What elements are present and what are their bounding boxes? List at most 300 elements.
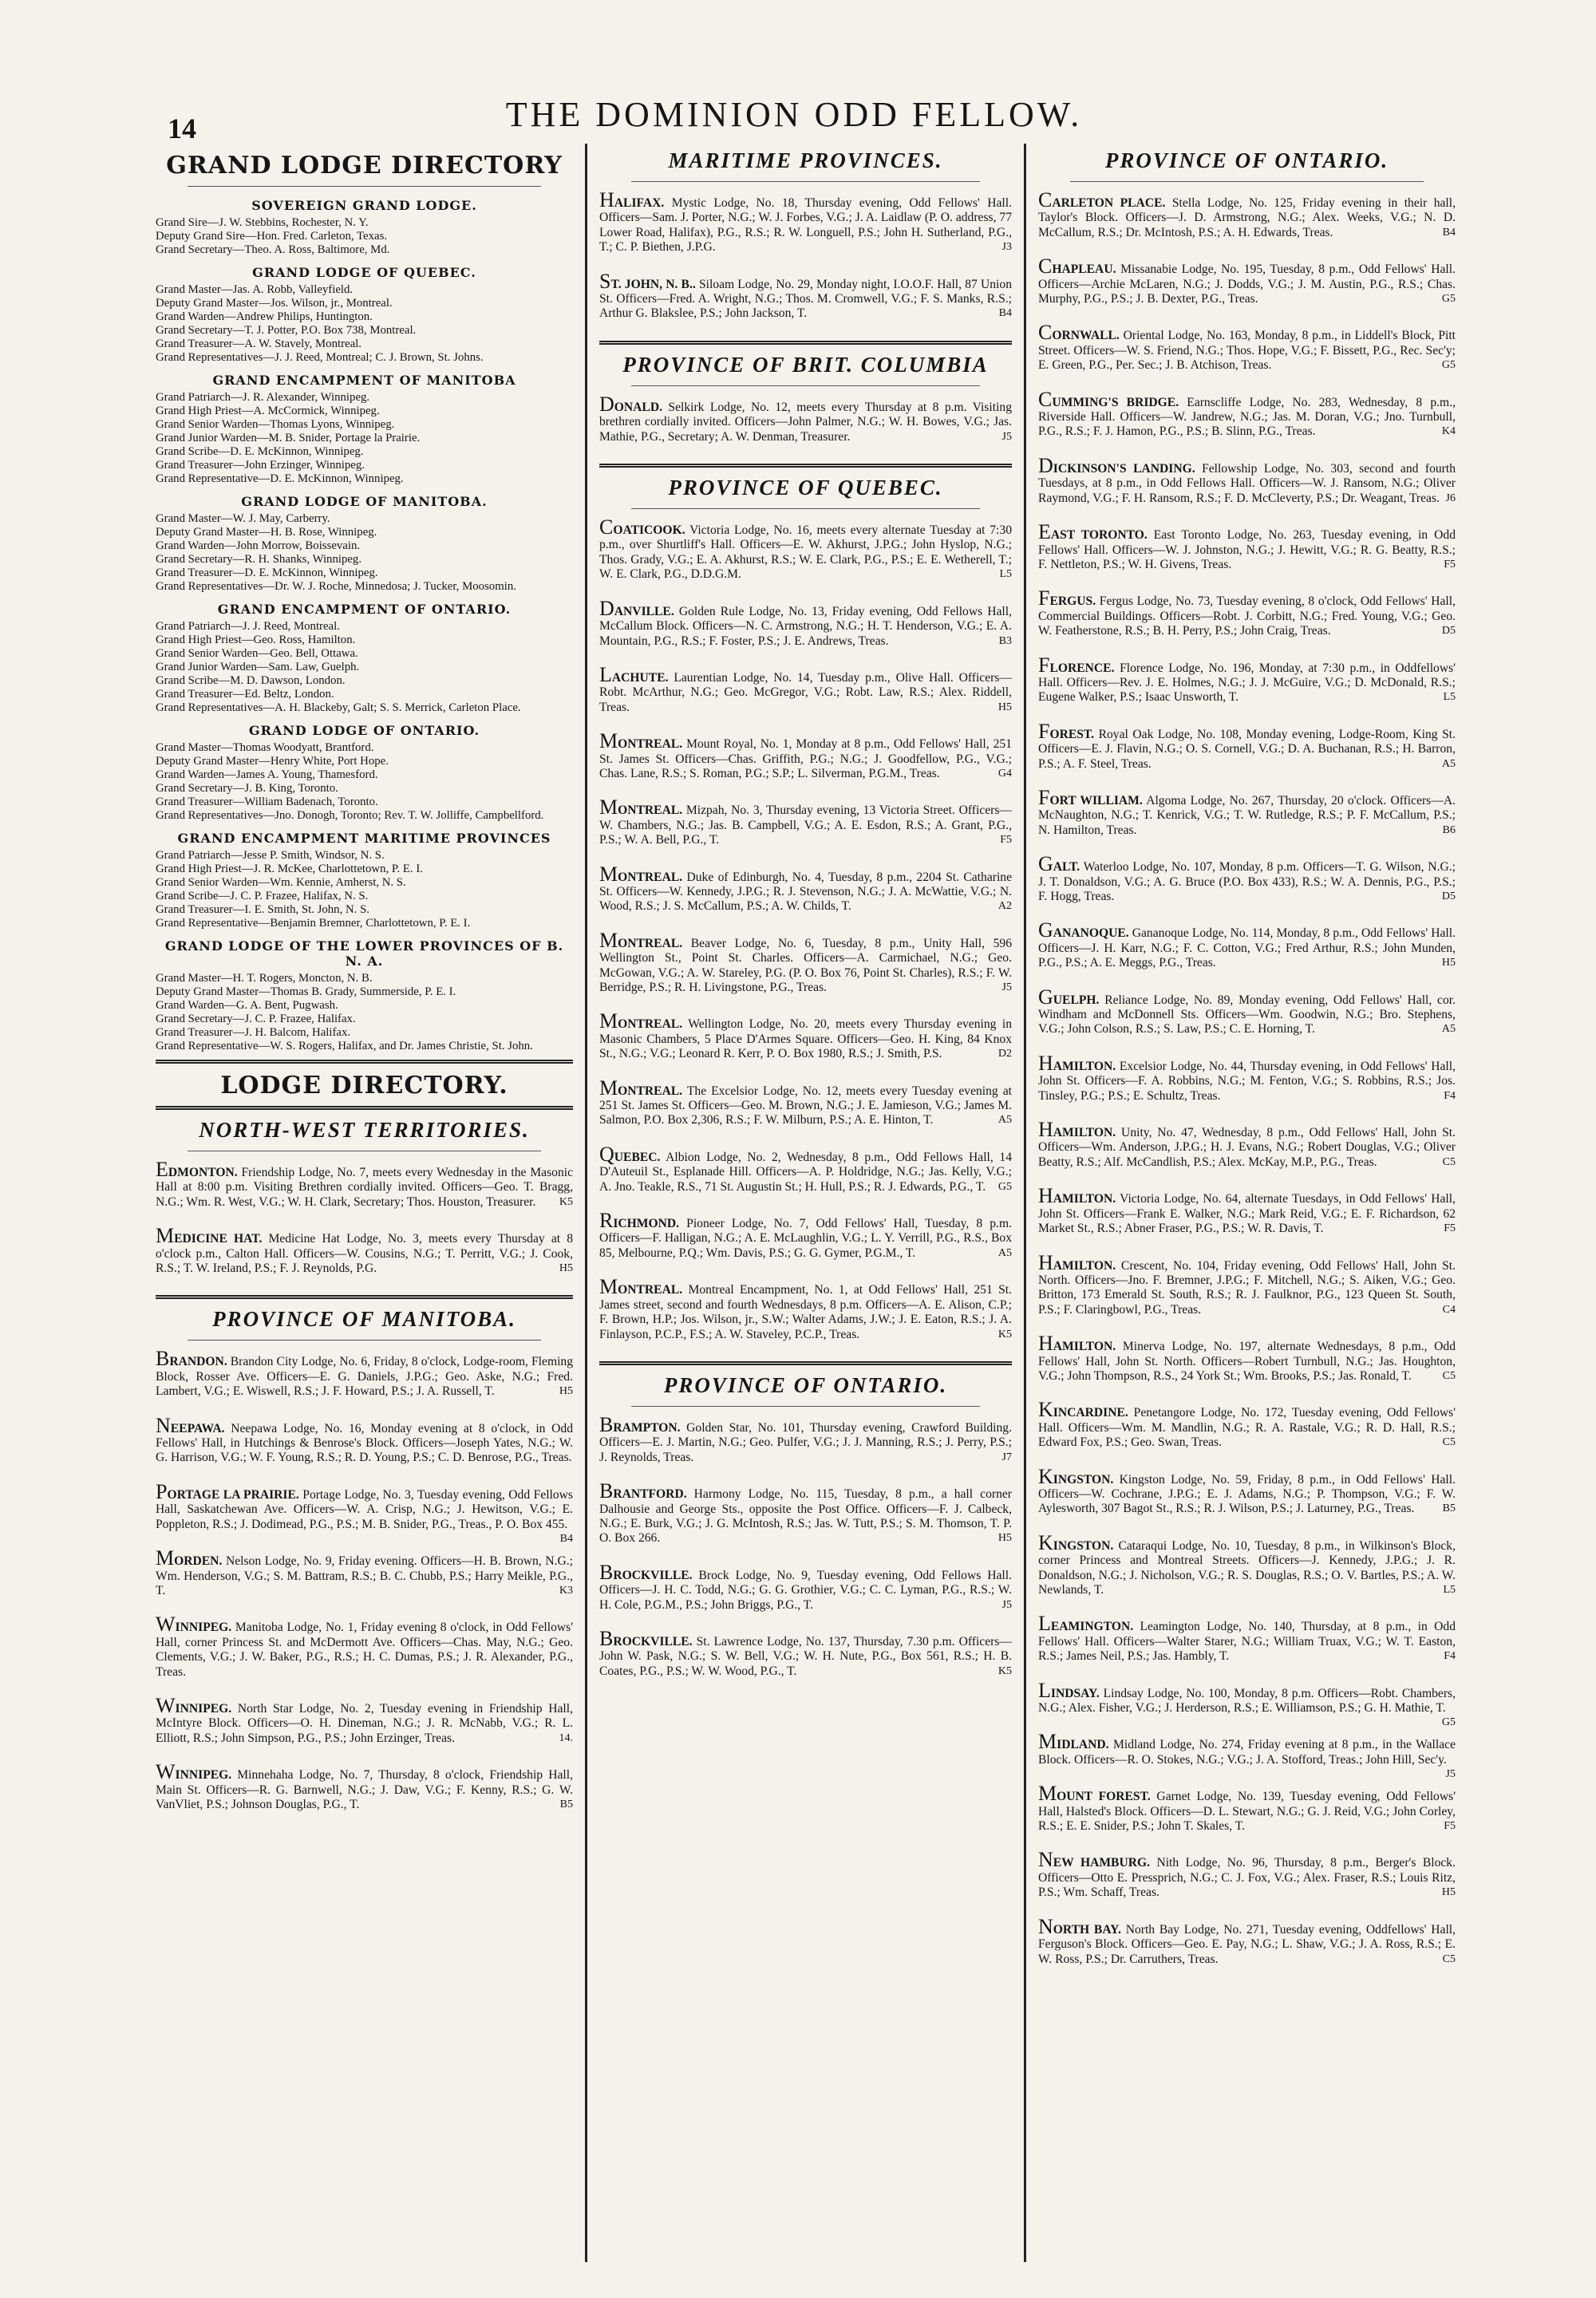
town-initial: B bbox=[599, 1626, 614, 1650]
officer-line: Grand Treasurer—D. E. McKinnon, Winnipeg. bbox=[156, 567, 378, 579]
town-initial: G bbox=[1038, 852, 1053, 876]
town-name: LORENCE. bbox=[1049, 661, 1115, 675]
lodge-entry: GUELPH. Reliance Lodge, No. 89, Monday evening, Odd Fellows' Hall, cor. Windham and McDonnell Sts. Officers—Wm. Goodwin, N.G.; Bro. Stephens, V.G.; John Colson, R.S.; S. Law, P.S.; C. E. Horning, T. A5 bbox=[1038, 985, 1456, 1036]
divider bbox=[631, 508, 980, 509]
lodge-code: G5 bbox=[1441, 1716, 1456, 1729]
town-initial: K bbox=[1038, 1398, 1053, 1422]
lodge-code: G4 bbox=[998, 767, 1012, 780]
town-initial: M bbox=[599, 928, 618, 952]
officer-line: Grand Scribe—M. D. Dawson, London. bbox=[156, 674, 346, 687]
grand-body-heading: GRAND ENCAMPMENT MARITIME PROVINCES bbox=[177, 831, 551, 846]
lodge-entry: BRANTFORD. Harmony Lodge, No. 115, Tuesday, 8 p.m., a hall corner Dalhousie and George Sts., opposite the Post Office. Officers—F. J. Calbeck, N.G.; E. Burk, V.G.; J. G. McIntosh, R.S.; Jas. W. Tutt, P.S.; S. M. Thomson, T. P. O. Box 266. H5 bbox=[599, 1479, 1012, 1546]
lodge-code: B6 bbox=[1442, 823, 1456, 836]
lodge-entry: MOUNT FOREST. Garnet Lodge, No. 139, Tuesday evening, Odd Fellows' Hall, Halsted's Block. Officers—D. L. Stewart, N.G.; G. J. Reid, V.G.; John Corley, R.S.; E. E. Snider, P.S.; John T. Skales, T. F5 bbox=[1038, 1782, 1456, 1834]
town-name: DMONTON. bbox=[168, 1166, 238, 1179]
lodge-entry: FOREST. Royal Oak Lodge, No. 108, Monday evening, Lodge-Room, King St. Officers—E. J. Flavin, N.G.; O. S. Cornell, V.G.; D. A. Buchanan, R.S.; H. Barron, P.S.; A. F. Steel, Treas. A5 bbox=[1038, 719, 1456, 771]
town-name: ONTREAL. bbox=[618, 1084, 683, 1098]
lodge-entry: COATICOOK. Victoria Lodge, No. 16, meets every alternate Tuesday at 7:30 p.m., over Shurtliff's Hall. Officers—E. W. Akhurst, J.P.G.; John Hyslop, N.G.; Thos. Grady, V.G.; E. A. Akhurst, R.S.; W. E. Clark, P.G., P.S.; E. E. Wetherell, T.; W. E. Clark, P.G., D.D.G.M. L5 bbox=[599, 515, 1012, 582]
page-title: THE DOMINION ODD FELLOW. bbox=[505, 95, 1083, 134]
officer-line: Grand Master—Jas. A. Robb, Valleyfield. bbox=[156, 283, 354, 296]
town-initial: H bbox=[1038, 1332, 1053, 1356]
lodge-entry: HAMILTON. Excelsior Lodge, No. 44, Thursday evening, in Odd Fellows' Hall, John St. Officers—F. A. Robbins, N.G.; M. Fenton, V.G.; S. Robbins, R.S.; Jos. Tinsley, P.G.; P.S.; E. Schultz, Treas. F4 bbox=[1038, 1051, 1456, 1103]
officer-line: Grand Senior Warden—Thomas Lyons, Winnipeg. bbox=[156, 418, 395, 431]
grand-body-heading: GRAND LODGE OF QUEBEC. bbox=[252, 265, 476, 280]
lodge-entry: KINGSTON. Kingston Lodge, No. 59, Friday, 8 p.m., in Odd Fellows' Hall. Officers—W. Cochrane, J.P.G.; E. J. Adams, N.G.; P. Thompson, V.G.; F. W. Aylesworth, 307 Bagot St., R.S.; R. J. Wilson, P.S.; J. Laturney, P.G., Treas. B5 bbox=[1038, 1464, 1456, 1516]
town-name: RAMPTON. bbox=[613, 1420, 681, 1435]
town-initial: H bbox=[1038, 1250, 1053, 1274]
officer-list bbox=[156, 512, 573, 594]
lodge-code: F5 bbox=[1000, 834, 1012, 847]
lodge-code: L5 bbox=[1443, 691, 1456, 704]
officer-line: Grand Secretary—T. J. Potter, P.O. Box 738, Montreal. bbox=[156, 324, 417, 337]
town-name: ROCKVILLE. bbox=[613, 1568, 693, 1582]
town-name: INNIPEG. bbox=[175, 1768, 232, 1783]
divider bbox=[156, 1106, 573, 1110]
town-name: ICKINSON'S LANDING. bbox=[1053, 461, 1195, 476]
officer-line: Grand Representatives—A. H. Blackeby, Galt; S. S. Merrick, Carleton Place. bbox=[156, 701, 521, 714]
town-initial: F bbox=[1038, 586, 1050, 610]
lodge-code: C5 bbox=[1442, 1436, 1456, 1449]
town-name: OREST. bbox=[1049, 727, 1095, 741]
town-initial: M bbox=[599, 1275, 618, 1299]
town-name: INDSAY. bbox=[1050, 1686, 1100, 1700]
town-name: AMILTON. bbox=[1053, 1126, 1116, 1140]
officer-line: Grand Representative—Benjamin Bremner, Charlottetown, P. E. I. bbox=[156, 917, 471, 930]
lodge-entry: FORT WILLIAM. Algoma Lodge, No. 267, Thursday, 20 o'clock. Officers—A. McNaughton, N.G.; T. Kenrick, V.G.; T. W. Rutledge, R.S.; P. F. McCallum, P.S.; N. Hamilton, Treas. B6 bbox=[1038, 785, 1456, 837]
officer-line: Grand Representatives—Jno. Donogh, Toronto; Rev. T. W. Jolliffe, Campbellford. bbox=[156, 809, 544, 822]
lodge-code: J5 bbox=[1001, 430, 1012, 443]
town-name: ROCKVILLE. bbox=[613, 1634, 693, 1648]
divider bbox=[631, 1406, 980, 1407]
divider bbox=[188, 186, 541, 187]
town-initial: M bbox=[599, 1009, 618, 1033]
lodge-code: A5 bbox=[998, 1246, 1012, 1259]
town-initial: L bbox=[599, 662, 612, 686]
officer-line: Grand Scribe—J. C. P. Frazee, Halifax, N. S. bbox=[156, 890, 369, 902]
officer-line: Grand Representative—D. E. McKinnon, Winnipeg. bbox=[156, 472, 404, 485]
lodge-entry: GALT. Waterloo Lodge, No. 107, Monday, 8 p.m. Officers—T. G. Wilson, N.G.; J. T. Donaldson, V.G.; A. G. Bruce (P.O. Box 433), R.S.; W. A. Dennis, P.G., P.S.; F. Hogg, Treas. D5 bbox=[1038, 852, 1456, 903]
town-name: ONTREAL. bbox=[618, 936, 683, 950]
officer-line: Grand Treasurer—Ed. Beltz, London. bbox=[156, 688, 334, 701]
lodge-code: H5 bbox=[559, 1385, 573, 1398]
town-name: ACHUTE. bbox=[611, 670, 669, 685]
town-initial: C bbox=[1038, 321, 1053, 345]
town-name: EDICINE HAT. bbox=[174, 1232, 263, 1246]
officer-line: Grand Master—Thomas Woodyatt, Brantford. bbox=[156, 741, 374, 754]
officer-list bbox=[156, 620, 573, 715]
lodge-code: H5 bbox=[1441, 1886, 1456, 1899]
lodge-entry: MONTREAL. Wellington Lodge, No. 20, meets every Thursday evening in Masonic Chambers, 5 Place D'Armes Square. Officers—Geo. H. King, 84 Knox St., N.G.; V.G.; Leonard R. Kerr, P. O. Box 1980, R.S.; J. Smith, P.S. D2 bbox=[599, 1009, 1012, 1061]
lodge-entry: NORTH BAY. North Bay Lodge, No. 271, Tuesday evening, Oddfellows' Hall, Ferguson's Block. Officers—Geo. E. Pay, N.G.; L. Shaw, V.G.; J. A. Ross, R.S.; E. W. Ross, P.S.; Dr. Carruthers, Treas. C5 bbox=[1038, 1914, 1456, 1966]
lodge-entry: FLORENCE. Florence Lodge, No. 196, Monday, at 7:30 p.m., in Oddfellows' Hall. Officers—Rev. J. E. Holmes, N.G.; J. J. McGuire, V.G.; D. McDonald, R.S.; Eugene Walker, P.S.; Isaac Unsworth, T. L5 bbox=[1038, 653, 1456, 705]
town-initial: S bbox=[599, 269, 611, 293]
town-initial: H bbox=[599, 188, 614, 211]
lodge-entry: BROCKVILLE. Brock Lodge, No. 9, Tuesday evening, Odd Fellows Hall. Officers—J. H. C. Todd, N.G.; G. G. Grothier, V.G.; C. C. Lyman, P.G., R.S.; W. H. Cole, P.G.M., P.S.; John Briggs, P.G., T. J5 bbox=[599, 1560, 1012, 1612]
officer-line: Deputy Grand Master—Henry White, Port Hope. bbox=[156, 755, 389, 768]
lodge-code: J6 bbox=[1445, 492, 1456, 504]
lodge-entry: LACHUTE. Laurentian Lodge, No. 14, Tuesday p.m., Olive Hall. Officers—Robt. McArthur, N.G.; Geo. McGregor, V.G.; Robt. Law, R.S.; Alex. Riddell, Treas. H5 bbox=[599, 662, 1012, 714]
lodge-code: A5 bbox=[998, 1114, 1012, 1127]
lodge-entry: MONTREAL. Duke of Edinburgh, No. 4, Tuesday, 8 p.m., 2204 St. Catharine St. Officers—W. Kennedy, J.P.G.; R. J. Stevenson, N.G.; J. A. McWattie, V.G.; N. Wood, R.S.; J. S. McCallum, P.S.; A. W. Childs, T. A2 bbox=[599, 862, 1012, 914]
town-name: ONTREAL. bbox=[618, 1017, 683, 1032]
town-initial: M bbox=[1038, 1730, 1057, 1754]
officer-list bbox=[156, 391, 573, 486]
lodge-entry: WINNIPEG. North Star Lodge, No. 2, Tuesday evening in Friendship Hall, McIntyre Block. Officers—O. H. Dineman, N.G.; J. R. McNabb, V.G.; R. L. Elliott, R.S.; John Simpson, P.G., P.S.; John Erzinger, Treas. 14. bbox=[156, 1693, 573, 1745]
grand-body-heading: GRAND LODGE OF MANITOBA. bbox=[241, 494, 488, 509]
grand-body-heading: SOVEREIGN GRAND LODGE. bbox=[251, 198, 477, 213]
town-initial: B bbox=[599, 1412, 614, 1436]
section-heading: PROVINCE OF ONTARIO. bbox=[1104, 148, 1389, 172]
divider bbox=[631, 181, 980, 182]
grand-body-heading: GRAND ENCAMPMENT OF MANITOBA bbox=[212, 373, 516, 388]
lodge-code: D5 bbox=[1441, 625, 1456, 638]
lodge-code: A5 bbox=[1441, 1023, 1456, 1036]
town-name: ONTREAL. bbox=[618, 737, 683, 752]
officer-list bbox=[156, 972, 573, 1053]
lodge-code: A5 bbox=[1441, 757, 1456, 770]
lodge-code: G5 bbox=[998, 1180, 1012, 1193]
lodge-code: C5 bbox=[1442, 1369, 1456, 1382]
town-initial: C bbox=[1038, 387, 1053, 411]
page-number: 14 bbox=[168, 113, 196, 144]
town-name: ALIFAX. bbox=[614, 196, 665, 210]
lodge-entry: RICHMOND. Pioneer Lodge, No. 7, Odd Fellows' Hall, Tuesday, 8 p.m. Officers—F. Halligan, N.G.; A. E. McLaughlin, V.G.; L. Y. Verrill, P.G., R.S., Box 85, Melbourne, P.Q.; Wm. Davis, P.S.; G. G. Gymer, P.G.M., T. A5 bbox=[599, 1209, 1012, 1260]
town-initial: Q bbox=[599, 1142, 614, 1166]
officer-line: Grand Secretary—R. H. Shanks, Winnipeg. bbox=[156, 553, 362, 566]
officer-list bbox=[156, 741, 573, 823]
town-initial: N bbox=[156, 1413, 171, 1437]
town-initial: K bbox=[1038, 1530, 1053, 1554]
town-name: ORDEN. bbox=[174, 1554, 223, 1569]
officer-line: Grand Treasurer—I. E. Smith, St. John, N. S. bbox=[156, 903, 369, 916]
town-name: ONTREAL. bbox=[618, 1283, 683, 1297]
page-header bbox=[112, 80, 1476, 144]
lodge-code: K3 bbox=[559, 1584, 573, 1597]
lodge-entry: MORDEN. Nelson Lodge, No. 9, Friday evening. Officers—H. B. Brown, N.G.; Wm. Henderson, V.G.; S. M. Battram, R.S.; B. C. Chubb, P.S.; Harry Meikle, P.G., T. K3 bbox=[156, 1546, 573, 1597]
lodge-entry: EDMONTON. Friendship Lodge, No. 7, meets every Wednesday in the Masonic Hall at 8:00 p.m. Visiting Brethren cordially invited. Officers—Geo. T. Bragg, N.G.; Wm. R. West, V.G.; W. H. Clark, Secretary; Thos. Houston, Treasurer. K5 bbox=[156, 1158, 573, 1209]
town-name: ARLETON PLACE. bbox=[1052, 196, 1166, 210]
town-initial: C bbox=[1038, 255, 1053, 278]
lodge-entry: QUEBEC. Albion Lodge, No. 2, Wednesday, 8 p.m., Odd Fellows Hall, 14 D'Auteuil St., Esplanade Hill. Officers—A. P. Holdridge, N.G.; Jas. Kelly, V.G.; A. Jno. Teakle, R.S., 71 St. Augustin St.; H. Hull, P.S.; R. J. Edwards, P.G., T. G5 bbox=[599, 1142, 1012, 1194]
town-initial: C bbox=[1038, 188, 1053, 211]
lodge-code: B4 bbox=[998, 307, 1012, 320]
lodge-code: B5 bbox=[559, 1798, 573, 1810]
town-initial: C bbox=[599, 515, 614, 539]
town-name: AMILTON. bbox=[1053, 1192, 1116, 1206]
lodge-entry: CUMMING'S BRIDGE. Earnscliffe Lodge, No. 283, Wednesday, 8 p.m., Riverside Hall. Officers—W. Jandrew, N.G.; Jas. M. Doran, V.G.; Jno. Turnbull, P.G., R.S.; F. J. Hamon, P.G., P.S.; B. Slinn, P.G., Treas. K4 bbox=[1038, 387, 1456, 439]
lodge-entry: DICKINSON'S LANDING. Fellowship Lodge, No. 303, second and fourth Tuesdays, at 8 p.m., in Odd Fellows Hall. Officers—W. J. Ransom, N.G.; Oliver Raymond, V.G.; F. H. Ransom, R.S.; F. D. McCleverty, P.S.; Dr. Weagant, Treas. J6 bbox=[1038, 453, 1456, 505]
lodge-entry: CARLETON PLACE. Stella Lodge, No. 125, Friday evening in their hall, Taylor's Block. Officers—J. D. Armstrong, N.G.; Alex. Weeks, V.G.; N. D. McCallum, R.S.; Dr. McIntosh, P.S.; A. H. Edwards, Treas. B4 bbox=[1038, 188, 1456, 239]
officer-line: Deputy Grand Master—Thomas B. Grady, Summerside, P. E. I. bbox=[156, 985, 456, 998]
officer-line: Grand Treasurer—J. H. Balcom, Halifax. bbox=[156, 1026, 351, 1039]
town-name: ORTH BAY. bbox=[1053, 1922, 1121, 1937]
town-name: AMILTON. bbox=[1053, 1340, 1116, 1354]
town-initial: G bbox=[1038, 985, 1053, 1009]
lodge-code: K4 bbox=[1441, 425, 1456, 438]
lodge-code: A2 bbox=[998, 900, 1012, 913]
lodge-entry: HAMILTON. Minerva Lodge, No. 197, alternate Wednesdays, 8 p.m., Odd Fellows' Hall, John St. North. Officers—Robert Turnbull, N.G.; Jas. Houghton, V.G.; John Thompson, R.S., 24 York St.; Wm. Brooks, P.S.; Jas. Ronald, T. C5 bbox=[1038, 1332, 1456, 1383]
town-name: UMMING'S BRIDGE. bbox=[1052, 395, 1179, 409]
officer-line: Grand Treasurer—John Erzinger, Winnipeg. bbox=[156, 459, 365, 472]
town-initial: F bbox=[1038, 653, 1050, 677]
column-1-sections bbox=[156, 1118, 573, 1812]
grand-lodge-list bbox=[156, 198, 573, 1053]
officer-line: Grand Senior Warden—Wm. Kennie, Amherst, N. S. bbox=[156, 876, 406, 889]
town-initial: N bbox=[1038, 1914, 1053, 1938]
town-initial: G bbox=[1038, 918, 1053, 942]
grand-body-heading: GRAND LODGE OF THE LOWER PROVINCES OF B. N. A. bbox=[164, 938, 564, 969]
officer-line: Grand Representatives—Dr. W. J. Roche, Minnedosa; J. Tucker, Moosomin. bbox=[156, 580, 516, 593]
officer-line: Grand Patriarch—J. J. Reed, Montreal. bbox=[156, 620, 340, 633]
officer-line: Grand Junior Warden—M. B. Snider, Portage la Prairie. bbox=[156, 432, 421, 444]
town-name: UEBEC. bbox=[614, 1150, 661, 1164]
lodge-code: C4 bbox=[1442, 1303, 1456, 1316]
town-name: AST TORONTO. bbox=[1050, 528, 1148, 543]
officer-line: Grand Representative—W. S. Rogers, Halifax, and Dr. James Christie, St. John. bbox=[156, 1040, 533, 1052]
lodge-code: K5 bbox=[998, 1664, 1012, 1677]
officer-line: Grand Senior Warden—Geo. Bell, Ottawa. bbox=[156, 647, 358, 660]
section-heading: PROVINCE OF ONTARIO. bbox=[663, 1372, 948, 1397]
officer-line: Grand Warden—John Morrow, Boissevain. bbox=[156, 539, 361, 552]
town-name: ANVILLE. bbox=[614, 604, 674, 618]
town-name: INNIPEG. bbox=[175, 1621, 232, 1635]
officer-line: Grand High Priest—A. McCormick, Winnipeg. bbox=[156, 405, 380, 417]
lodge-code: L5 bbox=[999, 568, 1012, 581]
town-initial: F bbox=[1038, 785, 1050, 809]
town-name: AMILTON. bbox=[1053, 1059, 1116, 1073]
lodge-code: F5 bbox=[1444, 1222, 1456, 1235]
officer-line: Deputy Grand Master—H. B. Rose, Winnipeg. bbox=[156, 526, 377, 539]
officer-line: Grand Junior Warden—Sam. Law, Guelph. bbox=[156, 661, 360, 673]
town-initial: H bbox=[1038, 1051, 1053, 1075]
town-initial: W bbox=[156, 1613, 176, 1637]
lodge-code: F5 bbox=[1444, 558, 1456, 571]
officer-line: Grand Warden—James A. Young, Thamesford. bbox=[156, 768, 378, 781]
lodge-code: B5 bbox=[1442, 1502, 1456, 1515]
lodge-code: B4 bbox=[559, 1533, 573, 1546]
lodge-code: D2 bbox=[998, 1048, 1012, 1060]
town-name: RANTFORD. bbox=[613, 1487, 687, 1502]
lodge-entry: HAMILTON. Crescent, No. 104, Friday evening, Odd Fellows' Hall, John St. North. Officers—Jno. F. Bremner, J.P.G.; F. Mitchell, N.G.; S. Aiken, V.G.; Geo. Britton, 173 Emerald St. South, R.S.; R. J. Faulknor, P.G., 123 Queen St. South, P.S.; F. Claringbowl, P.G., Treas. C4 bbox=[1038, 1250, 1456, 1317]
town-name: RANDON. bbox=[169, 1355, 227, 1369]
officer-line: Grand Sire—J. W. Stebbins, Rochester, N. Y. bbox=[156, 216, 369, 229]
section-heading: PROVINCE OF QUEBEC. bbox=[668, 476, 943, 500]
lodge-entry: HALIFAX. Mystic Lodge, No. 18, Thursday evening, Odd Fellows' Hall. Officers—Sam. J. Porter, N.G.; W. J. Forbes, V.G.; J. A. Laidlaw (P. O. address, 77 Lower Road, Halifax), P.G., R.S.; R. W. Longuell, P.S.; John H. Sutherland, P.G., T.; C. P. Biethen, J.P.G. J3 bbox=[599, 188, 1012, 255]
divider bbox=[156, 1060, 573, 1064]
lodge-code: C5 bbox=[1442, 1953, 1456, 1965]
town-name: EEPAWA. bbox=[170, 1421, 225, 1435]
town-initial: H bbox=[1038, 1118, 1053, 1142]
lodge-entry: LINDSAY. Lindsay Lodge, No. 100, Monday, 8 p.m. Officers—Robt. Chambers, N.G.; Alex. Fisher, V.G.; J. Herderson, R.S.; E. Williamson, P.S.; G. H. Mathie, T. G5 bbox=[1038, 1684, 1456, 1716]
town-initial: K bbox=[1038, 1464, 1053, 1488]
town-name: EAMINGTON. bbox=[1050, 1620, 1134, 1634]
lodge-entry: MONTREAL. Beaver Lodge, No. 6, Tuesday, 8 p.m., Unity Hall, 596 Wellington St., Point St. Charles. Officers—A. Carmichael, N.G.; Geo. McGowan, V.G.; A. W. Stareley, P.G. (P. O. Box 76, Point St. Charles), R.S.; F. W. Berridge, P.S.; R. H. Livingstone, P.G., Treas. J5 bbox=[599, 928, 1012, 994]
column-1 bbox=[144, 144, 585, 2262]
lodge-code: F4 bbox=[1444, 1650, 1456, 1663]
section-heading: PROVINCE OF BRIT. COLUMBIA bbox=[622, 352, 989, 377]
town-name: INGSTON. bbox=[1053, 1538, 1114, 1553]
section-heading: MARITIME PROVINCES. bbox=[668, 148, 943, 172]
section-heading: PROVINCE OF MANITOBA. bbox=[212, 1307, 516, 1332]
town-name: ONALD. bbox=[614, 400, 662, 414]
town-initial: B bbox=[156, 1347, 170, 1371]
lodge-entry: DONALD. Selkirk Lodge, No. 12, meets every Thursday at 8 p.m. Visiting brethren cordially invited. Officers—John Palmer, N.G.; W. H. Bowes, V.G.; Jas. Mathie, P.G., Secretary; A. W. Denman, Treasurer. J5 bbox=[599, 392, 1012, 444]
lodge-code: J5 bbox=[1001, 1598, 1012, 1611]
town-initial: H bbox=[1038, 1184, 1053, 1208]
lodge-entry: CHAPLEAU. Missanabie Lodge, No. 195, Tuesday, 8 p.m., Odd Fellows' Hall. Officers—Archie McLaren, N.G.; J. Dodds, V.G.; J. M. Austin, P.G., R.S.; Chas. Murphy, P.G., P.S.; J. B. Dexter, P.G., Treas. G5 bbox=[1038, 255, 1456, 306]
town-initial: M bbox=[156, 1224, 175, 1248]
town-initial: D bbox=[1038, 453, 1053, 477]
section-heading: NORTH-WEST TERRITORIES. bbox=[199, 1118, 530, 1142]
town-name: UELPH. bbox=[1053, 993, 1100, 1007]
town-name: ONTREAL. bbox=[618, 804, 683, 818]
lodge-entry: MEDICINE HAT. Medicine Hat Lodge, No. 3, meets every Thursday at 8 o'clock p.m., Calton Hall. Officers—W. Cousins, N.G.; T. Perritt, V.G.; J. Cook, R.S.; T. W. Ireland, P.S.; F. J. Reynolds, P.G. H5 bbox=[156, 1224, 573, 1276]
town-name: EW HAMBURG. bbox=[1053, 1856, 1150, 1870]
lodge-code: G5 bbox=[1441, 293, 1456, 306]
town-initial: E bbox=[1038, 520, 1051, 544]
divider bbox=[599, 1361, 1012, 1365]
lodge-code: J5 bbox=[1001, 981, 1012, 993]
lodge-entry: MONTREAL. Montreal Encampment, No. 1, at Odd Fellows' Hall, 251 St. James street, second and fourth Wednesdays, 8 p.m. Officers—A. E. Alison, C.P.; F. Brown, H.P.; Jos. Wilson, jr., S.W.; Walter Adams, J.W.; J. E. Eaton, R.S.; J. A. Finlayson, P.C.P., F.S.; A. W. Staveley, P.C.P., Treas. K5 bbox=[599, 1275, 1012, 1341]
lodge-entry: BRAMPTON. Golden Star, No. 101, Thursday evening, Crawford Building. Officers—E. J. Martin, N.G.; Geo. Pulfer, V.G.; J. J. Manning, R.S.; J. Perry, P.S.; J. Reynolds, Treas. J7 bbox=[599, 1412, 1012, 1464]
lodge-entry: FERGUS. Fergus Lodge, No. 73, Tuesday evening, 8 o'clock, Odd Fellows' Hall, Commercial Buildings. Officers—Robt. J. Corbitt, N.G.; Fred. Young, V.G.; Geo. W. Featherstone, R.S.; B. H. Perry, P.S.; John Craig, Treas. D5 bbox=[1038, 586, 1456, 638]
lodge-entry: WINNIPEG. Manitoba Lodge, No. 1, Friday evening 8 o'clock, in Odd Fellows' Hall, corner Princess St. and McDermott Ave. Officers—Chas. May, N.G.; Geo. Clements, V.G.; J. W. Baker, P.G., R.S.; H. C. Dumas, P.S.; J. R. Alexander, P.G., Treas. bbox=[156, 1613, 573, 1679]
officer-line: Grand Master—H. T. Rogers, Moncton, N. B. bbox=[156, 972, 373, 985]
town-name: AMILTON. bbox=[1053, 1258, 1116, 1273]
lodge-entry: NEW HAMBURG. Nith Lodge, No. 96, Thursday, 8 p.m., Berger's Block. Officers—Otto E. Pressprich, N.G.; C. J. Fox, V.G.; Alex. Fraser, R.S.; Louis Ritz, P.S.; Wm. Schaff, Treas. H5 bbox=[1038, 1848, 1456, 1900]
grand-lodge-directory-heading: GRAND LODGE DIRECTORY bbox=[166, 152, 563, 180]
town-initial: W bbox=[156, 1693, 176, 1717]
officer-line: Grand Warden—Andrew Philips, Huntington. bbox=[156, 310, 373, 323]
officer-line: Deputy Grand Sire—Hon. Fred. Carleton, Texas. bbox=[156, 230, 388, 243]
officer-line: Grand Treasurer—A. W. Stavely, Montreal. bbox=[156, 338, 361, 350]
lodge-code: B4 bbox=[1442, 226, 1456, 239]
officer-line: Grand High Priest—J. R. McKee, Charlottetown, P. E. I. bbox=[156, 863, 423, 875]
town-name: INNIPEG. bbox=[175, 1701, 232, 1716]
officer-line: Grand Secretary—Theo. A. Ross, Baltimore, Md. bbox=[156, 243, 390, 256]
column-3 bbox=[1026, 144, 1468, 2262]
town-initial: M bbox=[599, 862, 618, 886]
town-initial: D bbox=[599, 392, 614, 416]
town-initial: B bbox=[599, 1560, 614, 1584]
lodge-code: K5 bbox=[559, 1195, 573, 1208]
town-initial: E bbox=[156, 1158, 168, 1181]
lodge-entry: ST. JOHN, N. B.. Siloam Lodge, No. 29, Monday night, I.O.O.F. Hall, 87 Union St. Officers—Fred. A. Wright, N.G.; Thos. M. Cromwell, V.G.; F. S. Manks, R.S.; Arthur G. Blakslee, P.S.; John Jackson, T. B4 bbox=[599, 269, 1012, 321]
town-name: IDLAND. bbox=[1057, 1738, 1109, 1752]
lodge-directory-heading: LODGE DIRECTORY. bbox=[220, 1072, 508, 1100]
columns bbox=[144, 144, 1468, 2262]
officer-line: Grand Patriarch—J. R. Alexander, Winnipeg. bbox=[156, 391, 370, 404]
town-initial: B bbox=[599, 1479, 614, 1503]
town-name: ANANOQUE. bbox=[1053, 926, 1129, 941]
lodge-code: H5 bbox=[1441, 957, 1456, 969]
lodge-entry: MONTREAL. The Excelsior Lodge, No. 12, meets every Tuesday evening at 251 St. James St. Officers—Geo. M. Brown, N.G.; J. E. Jamieson, V.G.; James M. Salmon, P.O. Box 2,306, R.S.; F. W. Milburn, P.S.; A. E. Hinton, T. A5 bbox=[599, 1076, 1012, 1127]
town-initial: P bbox=[156, 1479, 168, 1503]
lodge-entry: CORNWALL. Oriental Lodge, No. 163, Monday, 8 p.m., in Liddell's Block, Pitt Street. Officers—W. S. Friend, N.G.; Thos. Hope, V.G.; F. Bissett, P.G., Rec. Sec'y; E. Green, P.G., Per. Sec.; J. B. Atchison, Treas. G5 bbox=[1038, 321, 1456, 373]
town-initial: W bbox=[156, 1760, 176, 1784]
officer-line: Grand Master—W. J. May, Carberry. bbox=[156, 512, 330, 525]
lodge-code: J3 bbox=[1001, 241, 1012, 254]
lodge-code: 14. bbox=[559, 1731, 573, 1744]
town-name: ORNWALL. bbox=[1052, 329, 1120, 343]
town-initial: M bbox=[599, 729, 618, 753]
lodge-code: F5 bbox=[1444, 1820, 1456, 1833]
lodge-entry: BROCKVILLE. St. Lawrence Lodge, No. 137, Thursday, 7.30 p.m. Officers—John W. Pask, N.G.; S. W. Bell, V.G.; W. H. Nute, P.G., Box 561, R.S.; H. B. Coates, P.G., P.S.; W. W. Wood, P.G., T. K5 bbox=[599, 1626, 1012, 1678]
town-name: INGSTON. bbox=[1053, 1472, 1114, 1487]
lodge-code: C5 bbox=[1442, 1155, 1456, 1168]
officer-line: Grand High Priest—Geo. Ross, Hamilton. bbox=[156, 634, 356, 646]
town-name: OUNT FOREST. bbox=[1057, 1790, 1151, 1804]
town-name: OATICOOK. bbox=[613, 523, 685, 538]
officer-line: Deputy Grand Master—Jos. Wilson, jr., Montreal. bbox=[156, 297, 393, 310]
town-name: HAPLEAU. bbox=[1052, 263, 1116, 277]
town-initial: F bbox=[1038, 719, 1050, 743]
lodge-code: H5 bbox=[559, 1262, 573, 1275]
lodge-entry: MONTREAL. Mount Royal, No. 1, Monday at 8 p.m., Odd Fellows' Hall, 251 St. James St. Officers—Chas. Griffith, P.G.; N.G.; J. Goodfellow, P.G., V.G.; Chas. Lane, R.S.; S. Roman, P.G.; S.P.; L. Silverman, P.G.M., Treas. G4 bbox=[599, 729, 1012, 780]
divider bbox=[599, 341, 1012, 345]
lodge-code: L5 bbox=[1443, 1584, 1456, 1596]
officer-list bbox=[156, 283, 573, 365]
town-name: T. JOHN, N. B.. bbox=[610, 277, 696, 291]
grand-body-heading: GRAND ENCAMPMENT OF ONTARIO. bbox=[217, 602, 512, 617]
town-initial: M bbox=[1038, 1782, 1057, 1806]
town-initial: D bbox=[599, 596, 614, 620]
lodge-code: B3 bbox=[998, 634, 1012, 647]
lodge-entry: DANVILLE. Golden Rule Lodge, No. 13, Friday evening, Odd Fellows Hall, McCallum Block. Officers—N. C. Armstrong, N.G.; H. T. Henderson, V.G.; E. A. Mountain, P.G., R.S.; F. Foster, P.S.; J. E. Andrews, Treas. B3 bbox=[599, 596, 1012, 648]
town-name: ICHMOND. bbox=[613, 1217, 680, 1231]
officer-list bbox=[156, 216, 573, 257]
town-initial: M bbox=[599, 796, 618, 819]
lodge-entry: KINGSTON. Cataraqui Lodge, No. 10, Tuesday, 8 p.m., in Wilkinson's Block, corner Princess and Montreal Streets. Officers—J. Kennedy, J.P.G.; J. R. Donaldson, N.G.; J. Nicholson, V.G.; R. S. Douglas, R.S.; O. V. Bartles, P.S.; A. W. Newlands, T. L5 bbox=[1038, 1530, 1456, 1597]
divider bbox=[631, 385, 980, 386]
lodge-entry: HAMILTON. Unity, No. 47, Wednesday, 8 p.m., Odd Fellows' Hall, John St. Officers—Wm. Anderson, J.P.G.; H. J. Evans, N.G.; Robert Douglas, V.G.; Oliver Beatty, R.S.; Alf. McCandlish, P.S.; Alex. McKay, M.P., P.G., Treas. C5 bbox=[1038, 1118, 1456, 1169]
town-name: INCARDINE. bbox=[1053, 1406, 1128, 1420]
lodge-entry: EAST TORONTO. East Toronto Lodge, No. 263, Tuesday evening, in Odd Fellows' Hall. Officers—W. J. Johnston, N.G.; J. Hewitt, V.G.; R. G. Beatty, R.S.; F. Nettleton, P.S.; W. H. Givens, Treas. F5 bbox=[1038, 520, 1456, 571]
lodge-code: J5 bbox=[1445, 1768, 1456, 1781]
lodge-entry: KINCARDINE. Penetangore Lodge, No. 172, Tuesday evening, Odd Fellows' Hall. Officers—Wm. M. Mandlin, N.G.; R. A. Rastale, V.G.; R. D. Hall, R.S.; Edward Fox, P.S.; Geo. Swan, Treas. C5 bbox=[1038, 1398, 1456, 1450]
officer-line: Grand Treasurer—William Badenach, Toronto. bbox=[156, 796, 378, 808]
town-initial: L bbox=[1038, 1612, 1051, 1636]
town-name: ORT WILLIAM. bbox=[1049, 793, 1143, 807]
town-name: ERGUS. bbox=[1049, 594, 1096, 609]
officer-line: Grand Patriarch—Jesse P. Smith, Windsor, N. S. bbox=[156, 849, 385, 862]
grand-body-heading: GRAND LODGE OF ONTARIO. bbox=[248, 723, 480, 738]
lodge-entry: MIDLAND. Midland Lodge, No. 274, Friday evening at 8 p.m., in the Wallace Block. Officers—R. O. Stokes, N.G.; V.G.; J. A. Stofford, Treas.; John Hill, Sec'y. J5 bbox=[1038, 1735, 1456, 1767]
town-name: ORTAGE LA PRAIRIE. bbox=[167, 1487, 299, 1502]
lodge-entry: LEAMINGTON. Leamington Lodge, No. 140, Thursday, at 8 p.m., in Odd Fellows' Hall. Officers—Walter Starer, N.G.; William Truax, V.G.; W. T. Easton, R.S.; James Neil, P.S.; Jas. Hambly, T. F4 bbox=[1038, 1612, 1456, 1664]
divider bbox=[1070, 181, 1424, 182]
lodge-code: G5 bbox=[1441, 359, 1456, 372]
officer-line: Grand Representatives—J. J. Reed, Montreal; C. J. Brown, St. Johns. bbox=[156, 351, 484, 364]
lodge-entry: NEEPAWA. Neepawa Lodge, No. 16, Monday evening at 8 o'clock, in Odd Fellows' Hall, in Hutchings & Benrose's Block. Officers—Joseph Yates, N.G.; W. G. Harrison, V.G.; W. F. Young, R.S.; R. D. Young, P.S.; C. D. Benrose, P.G., Treas. bbox=[156, 1413, 573, 1465]
town-name: ONTREAL. bbox=[618, 870, 683, 884]
officer-line: Grand Secretary—J. C. P. Frazee, Halifax. bbox=[156, 1013, 356, 1025]
town-name: ALT. bbox=[1053, 860, 1080, 875]
lodge-entry: WINNIPEG. Minnehaha Lodge, No. 7, Thursday, 8 o'clock, Friendship Hall, Main St. Officers—R. G. Barnwell, N.G.; J. Daw, V.G.; F. Kenny, R.S.; G. W. VanVliet, P.S.; Johnson Douglas, P.G., T. B5 bbox=[156, 1760, 573, 1811]
lodge-entry: GANANOQUE. Gananoque Lodge, No. 114, Monday, 8 p.m., Odd Fellows' Hall. Officers—J. H. Karr, N.G.; F. C. Cotton, V.G.; Fred Arthur, R.S.; John Munden, P.G., P.S.; A. E. Meggs, P.G., Treas. H5 bbox=[1038, 918, 1456, 970]
lodge-code: F4 bbox=[1444, 1089, 1456, 1102]
town-initial: M bbox=[156, 1546, 175, 1570]
lodge-code: H5 bbox=[998, 1532, 1012, 1545]
officer-line: Grand Secretary—J. B. King, Toronto. bbox=[156, 782, 338, 795]
divider bbox=[156, 1295, 573, 1299]
officer-line: Grand Warden—G. A. Bent, Pugwash. bbox=[156, 999, 338, 1012]
lodge-code: D5 bbox=[1441, 890, 1456, 902]
lodge-code: K5 bbox=[998, 1328, 1012, 1340]
town-initial: R bbox=[599, 1209, 614, 1233]
town-initial: L bbox=[1038, 1678, 1051, 1702]
lodge-entry: PORTAGE LA PRAIRIE. Portage Lodge, No. 3, Tuesday evening, Odd Fellows Hall, Saskatchewan Ave. Officers—W. A. Crisp, N.G.; J. Hewitson, V.G.; E. Poppleton, R.S.; J. Dodimead, P.G., P.S.; M. B. Snider, P.G., Treas., P. O. Box 455. B4 bbox=[156, 1485, 573, 1532]
